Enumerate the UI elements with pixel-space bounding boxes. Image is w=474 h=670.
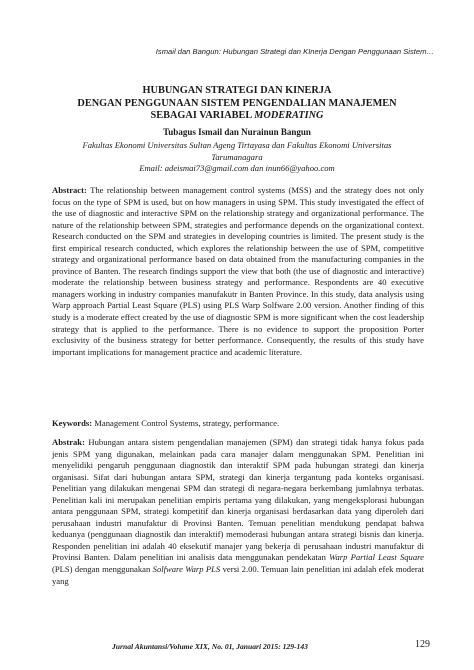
authors: Tubagus Ismail dan Nurainun Bangun xyxy=(163,127,311,137)
page-number: 129 xyxy=(415,639,430,650)
abstract-indonesian xyxy=(52,437,424,587)
title-line-3-emphasis: MODERATING xyxy=(254,110,324,122)
abstrak-emphasis-warp-pls: Warp Partial Least Square xyxy=(329,552,424,563)
keywords-text: Management Control Systems, strategy, performance. xyxy=(94,418,280,428)
abstract-label: Abstract: xyxy=(52,185,87,195)
author-emails: Email: adeismai73@gmail.com dan inun66@yahoo.com xyxy=(139,163,335,174)
footer-journal-citation: Jurnal Akuntansi/Volume XIX, No. 01, Januari 2015: 129-143 xyxy=(112,642,308,651)
abstract-english xyxy=(52,185,424,358)
affiliation xyxy=(60,140,414,175)
title-line-3 xyxy=(40,110,434,123)
abstrak-label: Abstrak: xyxy=(52,437,85,447)
running-head: Ismail dan Bangun: Hubungan Strategi dan KInerja Dengan Penggunaan Sistem… xyxy=(155,47,434,56)
title-line-1: HUBUNGAN STRATEGI DAN KINERJA xyxy=(142,85,332,96)
title-line-2: DENGAN PENGGUNAAN SISTEM PENGENDALIAN MANAJEMEN xyxy=(77,97,397,109)
abstract-text: The relationship between management control systems (MSS) and the strategy does not only focus on the type of SPM is used, but on how managers in using SPM. This study investigated the effect of the use of diagnostic and interactive SPM on the relationship strategy and organizational performance. The nature of the relationship between SPM, strategies and performance depends on the organizational context. Research conducted on the SPM and strategies in developing countries is limited. The present study is the first empirical research conducted, which explores the relationship between the use of SPM, competitive strategy and organizational performance based on data obtained from the manufacturing companies in the province of Banten. The research findings support the view that both (the use of diagnostic and interactive) moderate the relationship between business strategy and performance. Respondents are 40 executive managers working in industry companies manufakutr in Banten Province. In this study, data analysis using Warp approach Partial Least Square (PLS) using PLS Warp Solfware 2.00 version. Another finding of this study is a moderate effect created by the use of diagnostic SPM is more significant when the cost leadership strategy that is applied to the performance. There is no evidence to support the proposition Porter exclusivity of the business strategy for better performance. Consequently, the results of this study have important implications for management practice and academic literature. xyxy=(52,185,424,357)
abstrak-text-tail: versi 2.00. Temuan lain penelitian ini adalah efek moderat yang xyxy=(52,564,424,586)
affiliation-line-2: Tarumanagara xyxy=(211,151,263,162)
keywords-label: Keywords: xyxy=(52,418,93,428)
paper-title xyxy=(40,85,434,123)
abstrak-emphasis-software: Solfware Warp PLS xyxy=(152,564,221,575)
title-line-3-prefix: SEBAGAI VARIABEL xyxy=(150,110,255,122)
keywords xyxy=(52,418,424,430)
abstrak-text-mid: (PLS) dengan menggunakan xyxy=(52,564,151,575)
affiliation-line-1: Fakultas Ekonomi Universitas Sultan Ageng Tirtayasa dan Fakultas Ekonomi Universitas xyxy=(82,140,392,150)
abstrak-text: Hubungan antara sistem pengendalian manajemen (SPM) dan strategi tidak hanya fokus pada jenis SPM yang digunakan, melainkan pada cara manajer dalam menggunakan SPM. Penelitian ini menyelidiki pengaruh penggunaan diagnostik dan interaktif SPM pada hubungan strategi dan kinerja organisasi. Sifat dari hubungan antara SPM, strategi dan kinerja tergantung pada konteks organisasi. Penelitian yang dilakukan mengenai SPM dan strategi di negara-negara berkembang jumlahnya terbatas. Penelitian kali ini merupakan penelitian empiris pertama yang dilakukan, yang mengeksplorasi hubungan antara penggunaan SPM, strategi kompetitif dan kinerja organisasi berdasarkan data yang diperoleh dari perusahaan industri manufaktur di Provinsi Banten. Temuan penelitian mendukung pendapat bahwa keduanya (penggunaan diagnostik dan interaktif) memoderasi hubungan antara strategi bisnis dan kinerja. Responden penelitian ini adalah 40 eksekutif manajer yang bekerja di perusahaan industri manufaktur di Provinsi Banten. Dalam penelitian ini analisis data menggunakan pendekatan xyxy=(52,437,424,563)
